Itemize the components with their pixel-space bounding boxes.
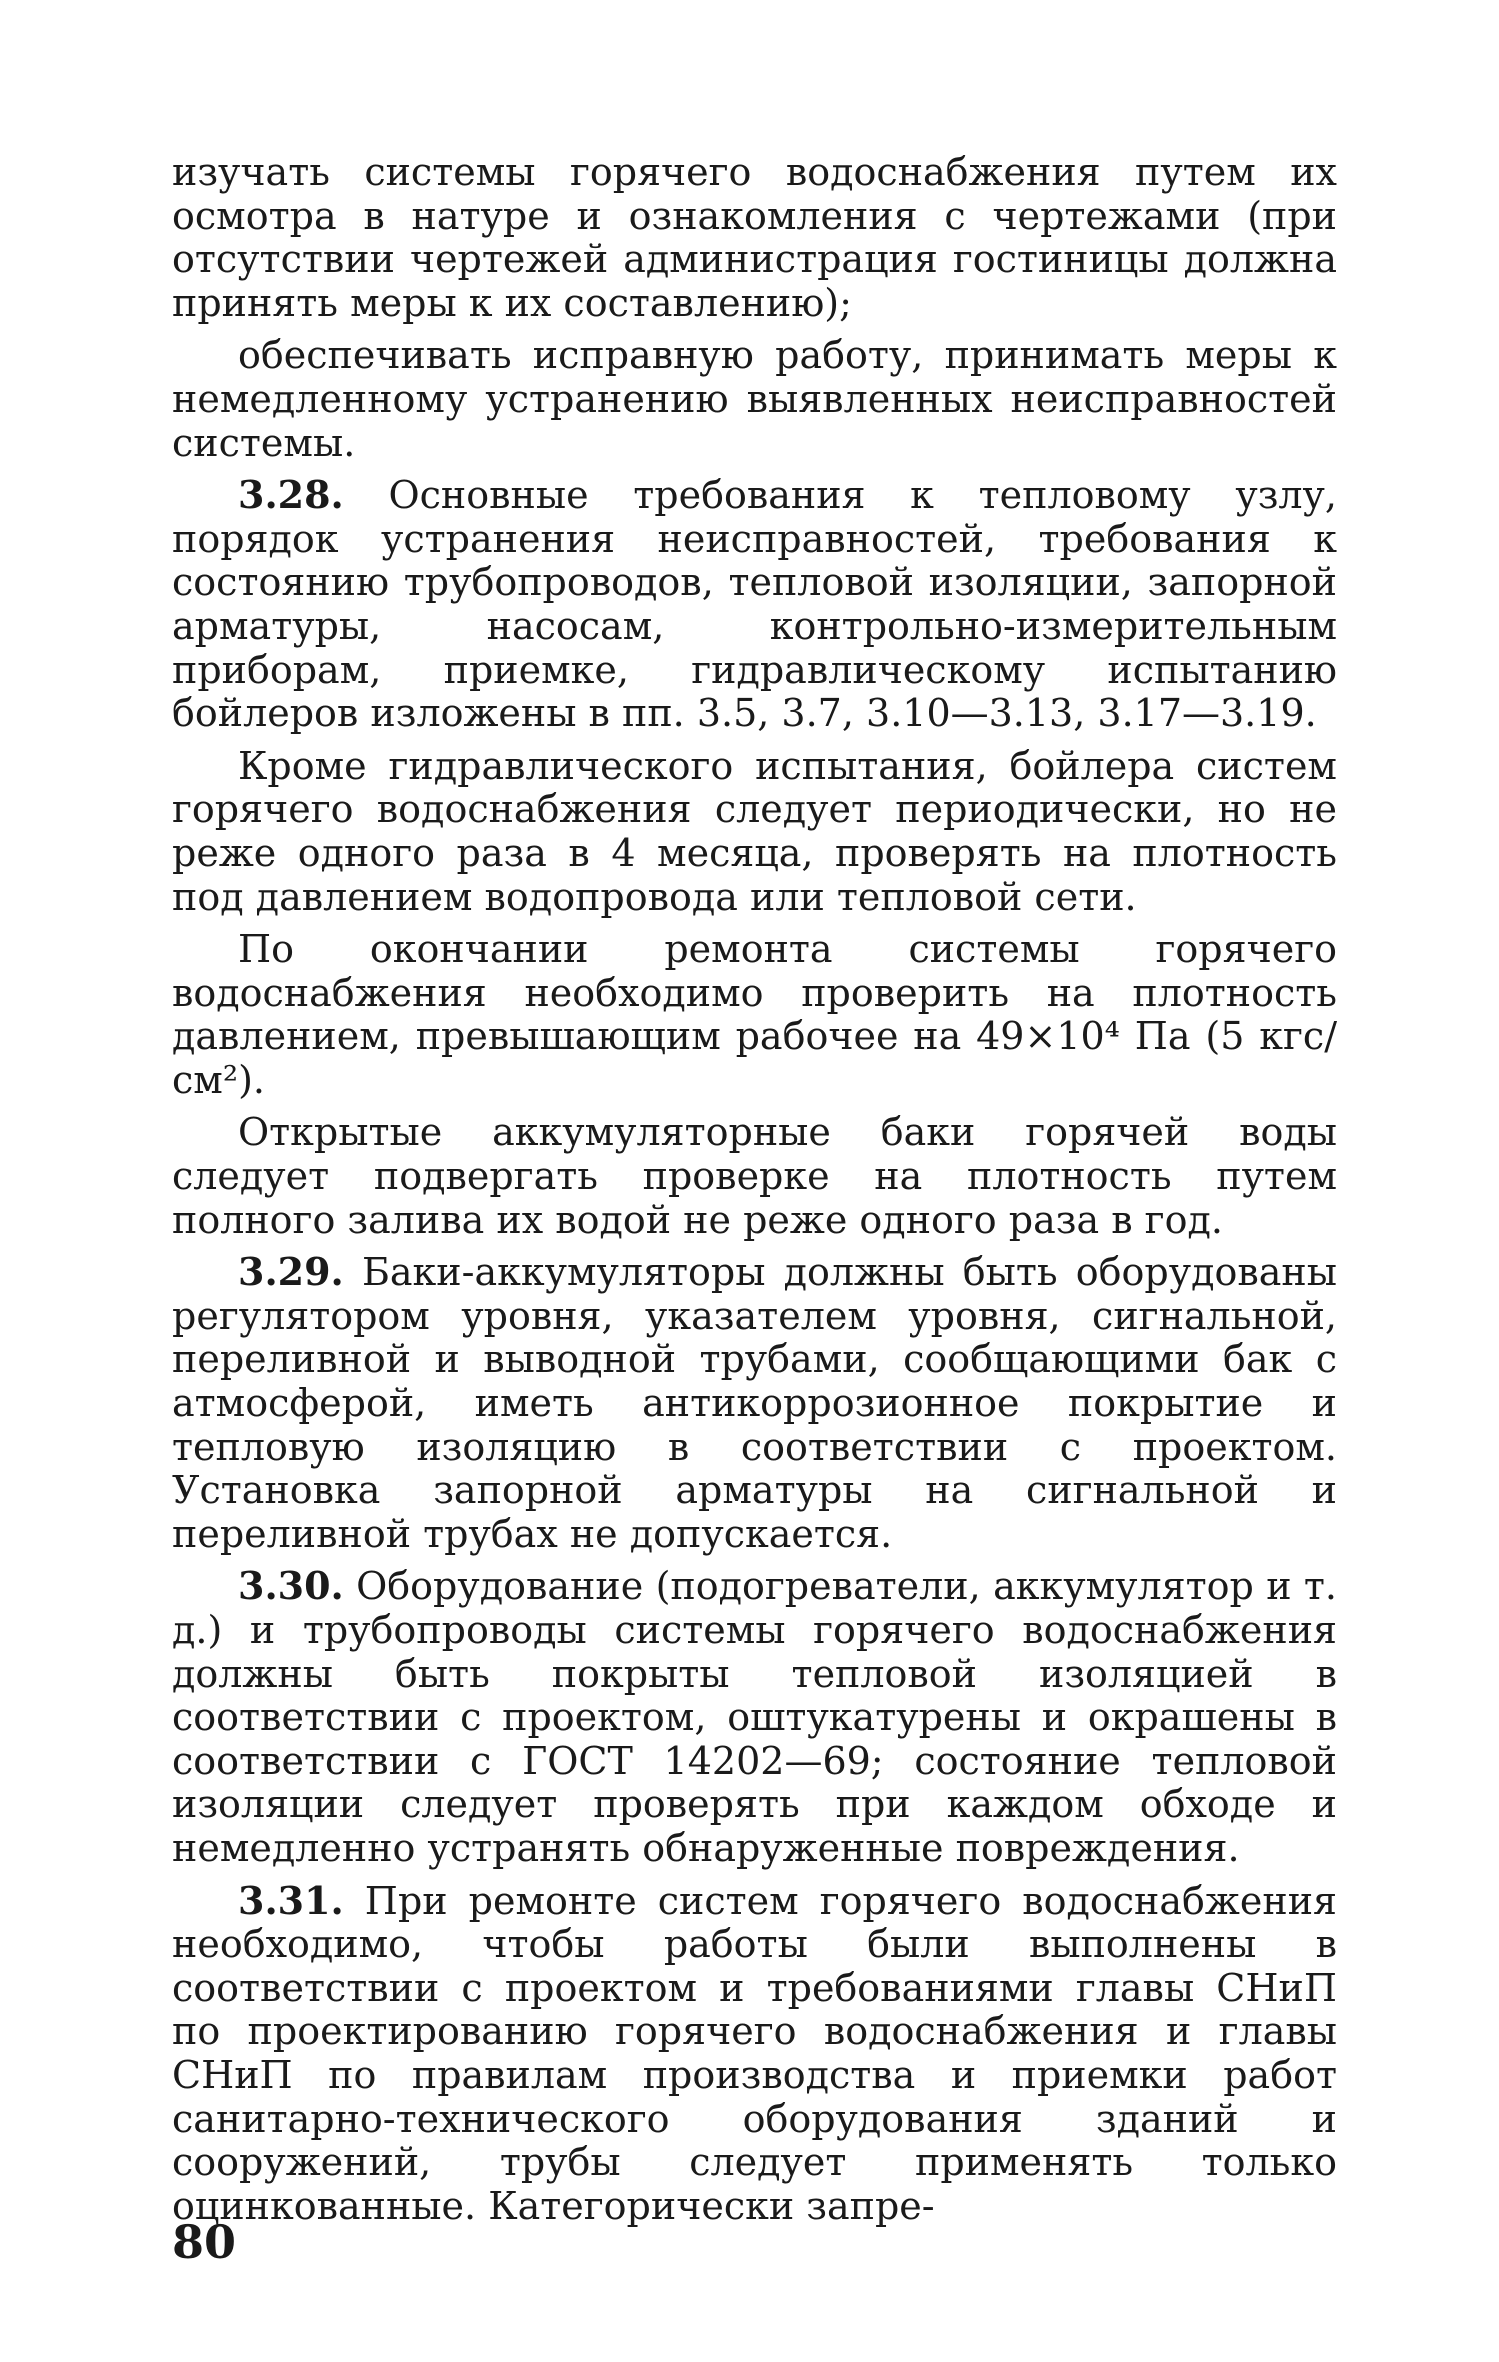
paragraph-5 <box>172 927 1337 1102</box>
page-number: 80 <box>172 2215 237 2269</box>
paragraph-text: Основные требования к тепловому узлу, порядок устранения неисправностей, требования к состоянию трубопроводов, тепловой изоляции, запорной арматуры, насосам, контрольно-измерительным приборам, приемке, гидравлическому испытанию бойлеров изложены в пп. 3.5, 3.7, 3.10—3.13, 3.17—3.19. <box>172 473 1337 736</box>
paragraph-text: обеспечивать исправную работу, принимать меры к немедленному устранению выявленных неисправностей системы. <box>172 333 1337 465</box>
paragraph-4 <box>172 744 1337 919</box>
paragraph-text: Кроме гидравлического испытания, бойлера систем горячего водоснабжения следует периодически, но не реже одного раза в 4 месяца, проверять на плотность под давлением водопровода или тепловой сети. <box>172 743 1337 919</box>
paragraph-3-29 <box>172 1250 1337 1556</box>
paragraph-2 <box>172 333 1337 465</box>
section-number: 3.29. <box>238 1249 344 1295</box>
paragraph-text: При ремонте систем горячего водоснабжения необходимо, чтобы работы были выполнены в соответствии с проектом и требованиями главы СНиП по проектированию горячего водоснабжения и главы СНиП по правилам производства и приемки работ санитарно-технического оборудования зданий и сооружений, трубы следует применять только оцинкованные. Категорически запре- <box>172 1878 1337 2228</box>
paragraph-3-30 <box>172 1564 1337 1870</box>
paragraph-text: Оборудование (подогреватели, аккумулятор и т. д.) и трубопроводы системы горячего водоснабжения должны быть покрыты тепловой изоляцией в соответствии с проектом, оштукатурены и окрашены в соответствии с ГОСТ 14202—69; состояние тепловой изоляции следует проверять при каждом обходе и немедленно устранять обнаруженные повреждения. <box>172 1564 1337 1870</box>
section-number: 3.31. <box>238 1877 344 1923</box>
section-number: 3.30. <box>238 1563 344 1609</box>
paragraph-3-31 <box>172 1879 1337 2229</box>
paragraph-3-28 <box>172 473 1337 736</box>
document-body <box>172 150 1337 2236</box>
paragraph-text: Баки-аккумуляторы должны быть оборудованы регулятором уровня, указателем уровня, сигнальной, переливной и выводной трубами, сообщающими бак с атмосферой, иметь антикоррозионное покрытие и тепловую изоляцию в соответствии с проектом. Установка запорной арматуры на сигнальной и переливной трубах не допускается. <box>172 1250 1337 1556</box>
paragraph-text: изучать системы горячего водоснабжения путем их осмотра в натуре и ознакомления с чертежами (при отсутствии чертежей администрация гостиницы должна принять меры к их составлению); <box>172 150 1337 325</box>
paragraph-text: Открытые аккумуляторные баки горячей воды следует подвергать проверке на плотность путем полного залива их водой не реже одного раза в год. <box>172 1110 1337 1242</box>
paragraph-text: По окончании ремонта системы горячего водоснабжения необходимо проверить на плотность давлением, превышающим рабочее на 49×10⁴ Па (5 кгс/см²). <box>172 927 1337 1102</box>
paragraph-6 <box>172 1110 1337 1242</box>
section-number: 3.28. <box>238 472 344 518</box>
paragraph-1 <box>172 150 1337 325</box>
